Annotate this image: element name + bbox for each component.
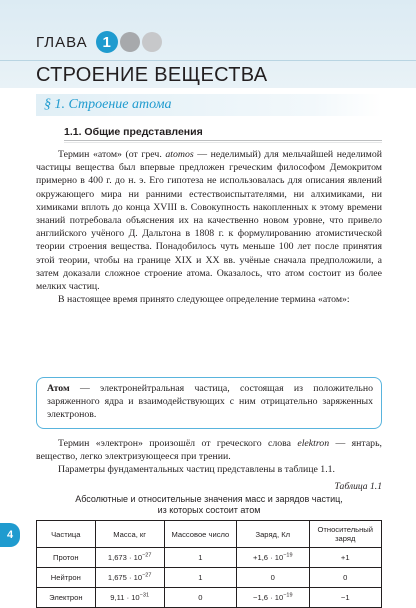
table-label: Таблица 1.1 xyxy=(334,481,382,492)
charge-mantissa: +1,6 · 10 xyxy=(253,553,284,562)
charge-exponent: −19 xyxy=(283,592,293,599)
subsection-heading: 1.1. Общие представления xyxy=(64,124,382,141)
paragraph-part: Термин «электрон» произошёл от греческого слова xyxy=(58,438,298,449)
paragraph xyxy=(36,148,382,293)
table-row xyxy=(37,568,382,588)
mass-cell xyxy=(95,568,164,588)
greek-term: elektron xyxy=(297,438,330,449)
charge-cell xyxy=(237,568,309,588)
greek-term: atomos xyxy=(165,149,194,160)
mass-exponent: −27 xyxy=(142,552,152,559)
charge-cell xyxy=(237,588,309,608)
mass-mantissa: 1,673 · 10 xyxy=(107,553,143,562)
mass-exponent: −27 xyxy=(142,572,152,579)
paragraph: В настоящее время принято следующее определение термина «атом»: xyxy=(58,294,350,306)
page-number-tab: 4 xyxy=(0,523,20,547)
charge-mantissa: 0 xyxy=(270,573,275,582)
table-caption-line: Абсолютные и относительные значения масс и зарядов частиц, xyxy=(75,494,343,504)
charge-mantissa: −1,6 · 10 xyxy=(253,593,284,602)
particle-name: Электрон xyxy=(37,588,96,608)
paragraph xyxy=(36,437,382,463)
chapter-word: ГЛАВА xyxy=(36,33,88,51)
mass-mantissa: 1,675 · 10 xyxy=(107,573,143,582)
charge-exponent: −19 xyxy=(283,552,293,559)
chapter-dot-icon xyxy=(120,32,140,52)
paragraph-part: — янтарь, вещество, легко электризующееся при трении. xyxy=(36,438,382,463)
paragraph-part: — неделимый) для мельчайшей неделимой частицы вещества был впервые предложен греческим философом Демокритом примерно в 400 г. до н. э. Его гипотеза не использовалась для описания явлений окружающего мира ни ранними естествоиспытателями, ни алхимиками, ни химиками вплоть до конца XVIII в. Совокупность накопленных к этому времени знаний потребовала объяснения их на качественно новом уровне, что привело английского учёного Д. Дальтона в 1808 г. к формулированию атомистической теории строения вещества. Понадобилось чуть меньше 100 лет после принятия этой теории, чтобы на границе XIX и XX вв. учёные сначала предположили, а затем доказали сложное строение атома. Оказалось, что атом состоит из более мелких частиц. xyxy=(36,149,383,293)
body-text-intro xyxy=(36,148,382,306)
paragraph: Параметры фундаментальных частиц представлены в таблице 1.1. xyxy=(58,464,336,476)
definition-term: Атом xyxy=(47,383,70,394)
table-caption-line: из которых состоит атом xyxy=(157,505,261,515)
table-row xyxy=(37,588,382,608)
body-text-electron xyxy=(36,437,382,477)
column-header: Относительный заряд xyxy=(309,521,381,548)
particle-name: Нейтрон xyxy=(37,568,96,588)
column-header: Частица xyxy=(37,521,96,548)
relative-charge: −1 xyxy=(309,588,381,608)
table-row xyxy=(37,548,382,568)
relative-charge: +1 xyxy=(309,548,381,568)
chapter-dot-icon xyxy=(142,32,162,52)
mass-cell xyxy=(95,588,164,608)
column-header: Масса, кг xyxy=(95,521,164,548)
definition-text: — электронейтральная частица, состоящая из положительно заряженного ядра и взаимодействующих с ним отрицательно заряженных электронов. xyxy=(47,383,373,421)
definition-box xyxy=(36,377,382,429)
chapter-number-badge: 1 xyxy=(96,31,118,53)
mass-number: 1 xyxy=(164,568,236,588)
particle-name: Протон xyxy=(37,548,96,568)
mass-number: 1 xyxy=(164,548,236,568)
charge-cell xyxy=(237,548,309,568)
paragraph-part: Термин «атом» (от греч. xyxy=(58,149,166,160)
column-header: Заряд, Кл xyxy=(237,521,309,548)
header-divider xyxy=(0,60,416,61)
mass-cell xyxy=(95,548,164,568)
chapter-title: СТРОЕНИЕ ВЕЩЕСТВА xyxy=(36,64,268,86)
chapter-label xyxy=(36,30,162,54)
table-header-row xyxy=(37,521,382,548)
mass-exponent: −31 xyxy=(139,592,150,599)
particles-table xyxy=(36,520,382,608)
section-heading: § 1. Строение атома xyxy=(36,94,382,116)
relative-charge: 0 xyxy=(309,568,381,588)
column-header: Массовое число xyxy=(164,521,236,548)
mass-number: 0 xyxy=(164,588,236,608)
mass-mantissa: 9,11 · 10 xyxy=(110,593,140,602)
table-caption xyxy=(36,494,382,516)
